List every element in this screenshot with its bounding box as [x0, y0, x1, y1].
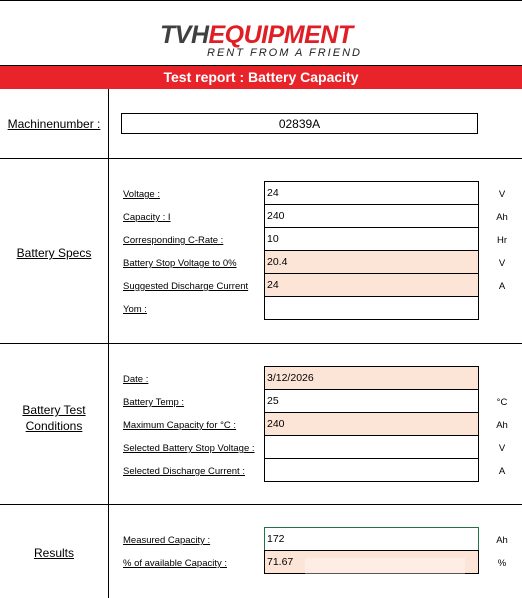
measured-capacity-field[interactable]: 172: [264, 527, 479, 551]
results-label: Results: [33, 546, 74, 560]
available-capacity-field[interactable]: 71.67: [264, 550, 479, 574]
max-capacity-label: Maximum Capacity for °C :: [123, 420, 237, 431]
discharge-current-label: Suggested Discharge Current: [123, 281, 249, 292]
date-field[interactable]: 3/12/2026: [264, 366, 479, 390]
battery-temp-unit: °C: [496, 397, 508, 408]
battery-temp-field[interactable]: 25: [264, 389, 479, 413]
voltage-label: Voltage :: [123, 189, 160, 200]
selected-discharge-current-unit: A: [498, 466, 506, 477]
battery-specs-label: Battery Specs: [16, 246, 92, 260]
selected-discharge-current-label: Selected Discharge Current :: [123, 466, 245, 477]
available-capacity-label: % of available Capacity :: [123, 558, 228, 569]
selected-stop-voltage-label: Selected Battery Stop Voltage :: [123, 443, 255, 454]
available-capacity-unit: %: [497, 558, 507, 569]
max-capacity-field[interactable]: 240: [264, 412, 479, 436]
watermark-logo: [305, 550, 465, 593]
divider: [0, 343, 522, 344]
yom-field[interactable]: [264, 296, 479, 320]
machine-number-field[interactable]: 02839A: [121, 113, 478, 134]
voltage-field[interactable]: 24: [264, 181, 479, 205]
capacity-unit: Ah: [496, 212, 508, 223]
measured-capacity-unit: Ah: [496, 535, 508, 546]
watermark-icon: [305, 550, 465, 586]
company-logo: TVHEQUIPMENT: [160, 21, 353, 49]
discharge-current-field[interactable]: 24: [264, 273, 479, 297]
measured-capacity-label: Measured Capacity :: [123, 535, 211, 546]
yom-label: Yom :: [123, 304, 147, 315]
voltage-unit: V: [498, 189, 506, 200]
stop-voltage-field[interactable]: 20.4: [264, 250, 479, 274]
stop-voltage-label: Battery Stop Voltage to 0%: [123, 258, 237, 269]
capacity-label: Capacity : I: [123, 212, 171, 223]
company-tagline: RENT FROM A FRIEND: [207, 47, 362, 59]
divider: [0, 158, 522, 159]
selected-discharge-current-field[interactable]: [264, 458, 479, 482]
c-rate-field[interactable]: 10: [264, 227, 479, 251]
selected-stop-voltage-field[interactable]: [264, 435, 479, 459]
discharge-current-unit: A: [498, 281, 506, 292]
logo-area: [0, 0, 522, 66]
divider: [0, 504, 522, 505]
selected-stop-voltage-unit: V: [498, 443, 506, 454]
battery-temp-label: Battery Temp :: [123, 397, 185, 408]
test-conditions-label: Battery Test Conditions: [22, 403, 86, 433]
report-title: Test report : Battery Capacity: [0, 66, 522, 89]
stop-voltage-unit: V: [498, 258, 506, 269]
capacity-field[interactable]: 240: [264, 204, 479, 228]
date-label: Date :: [123, 374, 149, 385]
c-rate-unit: Hr: [496, 235, 508, 246]
c-rate-label: Corresponding C-Rate :: [123, 235, 224, 246]
machine-number-label: Machinenumber :: [7, 117, 101, 131]
max-capacity-unit: Ah: [496, 420, 508, 431]
column-divider: [108, 89, 109, 598]
